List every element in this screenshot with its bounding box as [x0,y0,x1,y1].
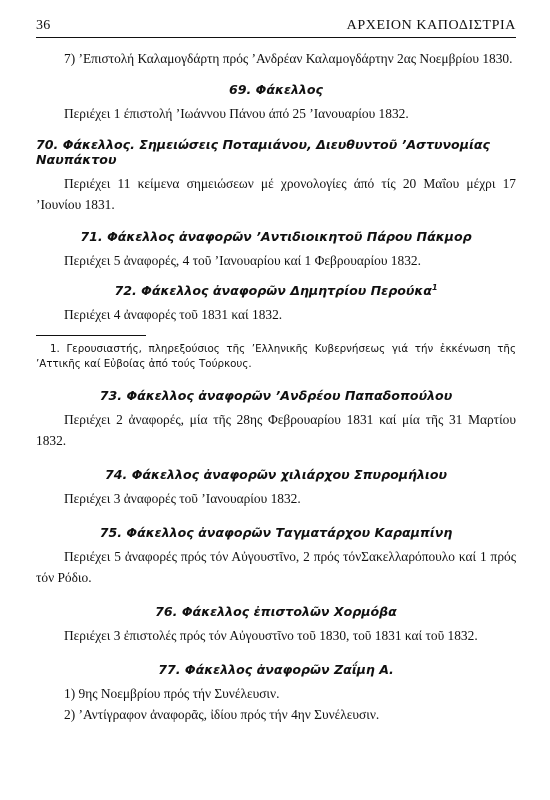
entry-73-title: 73. Φάκελλος ἀναφορῶν ’Ανδρέου Παπαδοπούλου [99,388,453,404]
entry-75-title: 75. Φάκελλος ἀναφορῶν Ταγματάρχου Καραμπίνη [99,525,453,541]
entry-70-title: 70. Φάκελλος. Σημειώσεις Ποταμιάνου, Διευθυντοῦ ’Αστυνομίας Ναυπάκτου [36,137,491,167]
running-header [36,18,516,38]
footnote: 1. Γερουσιαστής, πληρεξούσιος τῆς ’Ελληνικῆς Κυβερνήσεως γιά τήν ἐκκένωση τῆς ’Αττικῆς καί Εὐβοίας ἀπό τούς Τούρκους. [36,343,516,371]
entry-71-title: 71. Φάκελλος ἀναφορῶν ’Αντιδιοικητοῦ Πάρου Πάκμορ [80,229,472,244]
entry-74-text: Περιέχει 3 ἀναφορές τοῦ ’Ιανουαρίου 1832. [64,491,301,507]
entry-77-title: 77. Φάκελλος ἀναφορῶν Ζαΐμη Α. [158,662,394,678]
entry-76-title: 76. Φάκελλος ἐπιστολῶν Χορμόβα [155,604,397,620]
entry-73-text: Περιέχει 2 ἀναφορές, μία τῆς 28ης Φεβρουαρίου 1831 καί μία τῆς 31 Μαρτίου 1832. [36,412,516,449]
entry-69-text: Περιέχει 1 έπιστολή ’Ιωάννου Πάνου άπό 25 ’Ιανουαρίου 1832. [64,106,409,121]
entry-76-text: Περιέχει 3 ἐπιστολές πρός τόν Αὐγουστῖνο τοῦ 1830, τοῦ 1831 καί τοῦ 1832. [64,628,478,644]
page-number: 36 [36,18,51,33]
running-title: ΑΡΧΕΙΟΝ ΚΑΠΟΔΙΣΤΡΙΑ [346,18,516,33]
entry-75-text: Περιέχει 5 ἀναφορές πρός τόν Αὐγουστῖνο, 2 πρός τόνΣακελλαρόπουλο καί 1 πρός τόν Ρόδιο. [36,549,516,586]
document-page [36,18,516,725]
entry-72-title: 72. Φάκελλος ἀναφορῶν Δημητρίου Περούκα [114,283,432,299]
entry-69-title: 69. Φάκελλος [228,82,324,97]
entry-68-text: 7) ’Επιστολή Καλαμογδάρτη πρός ’Ανδρέαν Καλαμογδάρτην 2ας Νοεμβρίου 1830. [64,51,513,66]
entry-72-text: Περιέχει 4 ἀναφορές τοῦ 1831 καί 1832. [64,307,283,323]
entry-77-item-2: 2) ’Αντίγραφον ἀναφορᾶς, ἰδίου πρός τήν 4ην Συνέλευσιν. [64,707,380,723]
footnote-divider [36,335,146,336]
entry-70-text: Περιέχει 11 κείμενα σημειώσεων μέ χρονολογίες άπό τίς 20 Μαΐου μέχρι 17 ’Ιουνίου 1831. [36,176,516,212]
footnote-marker: 1 [431,283,438,292]
entry-77-item-1: 1) 9ης Νοεμβρίου πρός τήν Συνέλευσιν. [64,686,280,702]
entry-74-title: 74. Φάκελλος ἀναφορῶν χιλιάρχου Σπυρομήλιου [105,467,447,483]
entry-72-heading [36,283,516,298]
entry-71-text: Περιέχει 5 ἀναφορές, 4 τοῦ ’Ιανουαρίου καί 1 Φεβρουαρίου 1832. [64,253,421,268]
